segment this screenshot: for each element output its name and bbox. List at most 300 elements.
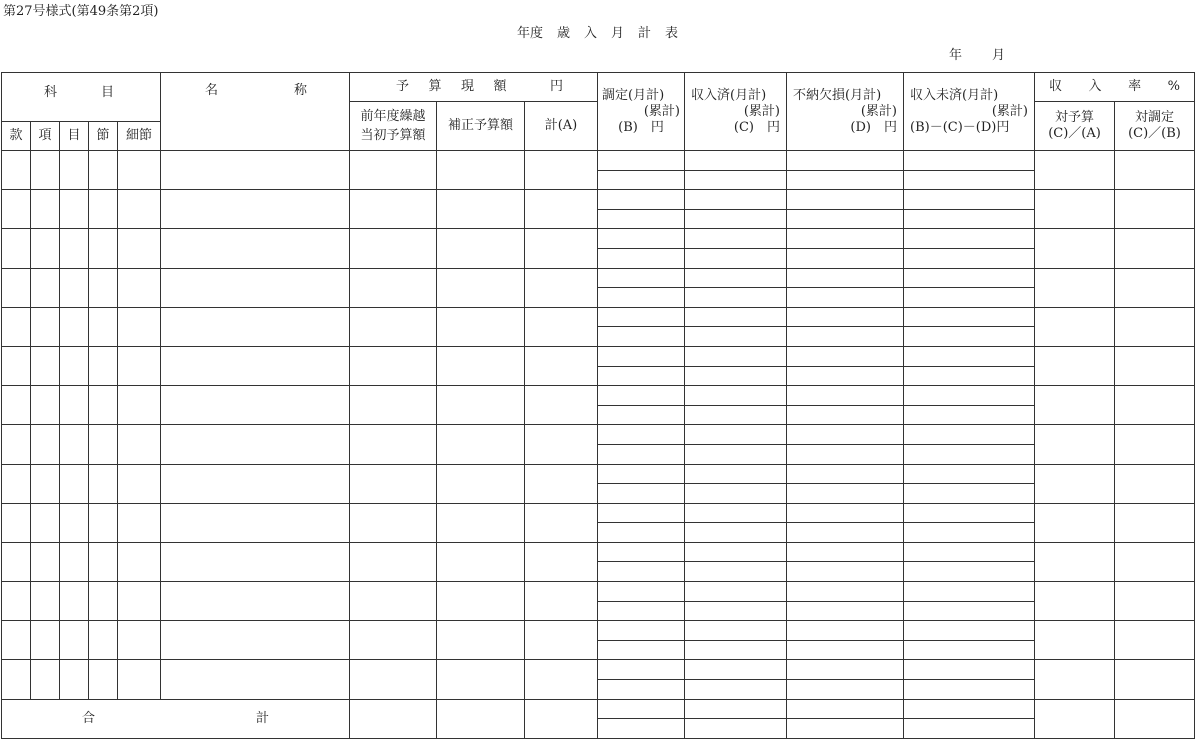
prior-line1: 前年度繰越 (360, 109, 426, 124)
supplementary-budget-cell[interactable] (437, 464, 525, 503)
budget-total-cell[interactable] (525, 582, 598, 621)
subject-setsu-cell[interactable] (89, 268, 118, 307)
rate-vs-budget-cell[interactable] (1035, 582, 1115, 621)
deficit-cumulative-cell[interactable] (787, 484, 904, 504)
supplementary-budget-cell[interactable] (437, 542, 525, 581)
supplementary-budget-cell[interactable] (437, 190, 525, 229)
supplementary-budget-cell[interactable] (437, 425, 525, 464)
uncollected-cumulative-cell[interactable] (904, 444, 1035, 464)
received-monthly-cell[interactable] (685, 582, 787, 602)
rate-vs-budget-cell[interactable] (1035, 151, 1115, 190)
received-monthly-cell[interactable] (685, 425, 787, 445)
subject-moku-cell[interactable] (60, 346, 89, 385)
uncollected-cumulative-cell[interactable] (904, 601, 1035, 621)
uncollected-cumulative-cell[interactable] (904, 484, 1035, 504)
subject-moku-cell[interactable] (60, 386, 89, 425)
adjusted-line1: 調定(月計) (602, 87, 665, 103)
received-cumulative-cell[interactable] (685, 170, 787, 190)
subject-moku-cell[interactable] (60, 268, 89, 307)
subject-setsu-cell[interactable] (89, 307, 118, 346)
prior-budget-cell[interactable] (350, 268, 437, 307)
rate-vs-adjusted-cell[interactable] (1115, 190, 1195, 229)
subject-saisetsu-cell[interactable] (118, 346, 161, 385)
uncollected-cumulative-cell[interactable] (904, 680, 1035, 700)
subject-saisetsu-cell[interactable] (118, 464, 161, 503)
deficit-cumulative-cell[interactable] (787, 562, 904, 582)
deficit-cumulative-cell[interactable] (787, 601, 904, 621)
rate-vs-adjusted-cell[interactable] (1115, 229, 1195, 268)
received-monthly-cell[interactable] (685, 464, 787, 484)
received-monthly-cell[interactable] (685, 660, 787, 680)
name-cell[interactable] (161, 346, 350, 385)
prior-budget-cell[interactable] (350, 542, 437, 581)
deficit-monthly-cell[interactable] (787, 582, 904, 602)
uncollected-monthly-cell[interactable] (904, 582, 1035, 602)
total-budget-cell[interactable] (525, 699, 598, 738)
adjusted-monthly-cell[interactable] (598, 229, 685, 249)
subject-moku-cell[interactable] (60, 229, 89, 268)
subject-kou-cell[interactable] (31, 229, 60, 268)
uncollected-monthly-cell[interactable] (904, 660, 1035, 680)
subject-moku-cell[interactable] (60, 503, 89, 542)
deficit-monthly-cell[interactable] (787, 190, 904, 210)
received-monthly-cell[interactable] (685, 190, 787, 210)
uncollected-monthly-cell[interactable] (904, 229, 1035, 249)
uncollected-cumulative-cell[interactable] (904, 327, 1035, 347)
total-adjusted-monthly-cell[interactable] (598, 699, 685, 719)
table-row (2, 386, 1195, 406)
subject-saisetsu-header: 細節 (118, 122, 161, 151)
uncollected-cumulative-cell[interactable] (904, 366, 1035, 386)
rate-vs-budget-cell[interactable] (1035, 542, 1115, 581)
uncollected-cumulative-cell[interactable] (904, 640, 1035, 660)
adjusted-cumulative-cell[interactable] (598, 680, 685, 700)
deficit-line3: (D) 円 (850, 119, 897, 135)
subject-kan-cell[interactable] (2, 660, 31, 699)
adjusted-cumulative-cell[interactable] (598, 523, 685, 543)
subject-kan-cell[interactable] (2, 229, 31, 268)
deficit-cumulative-cell[interactable] (787, 366, 904, 386)
deficit-monthly-cell[interactable] (787, 621, 904, 641)
rate-vs-adjusted-cell[interactable] (1115, 268, 1195, 307)
rate-vs-adjusted-cell[interactable] (1115, 386, 1195, 425)
subject-kou-cell[interactable] (31, 151, 60, 190)
name-cell[interactable] (161, 307, 350, 346)
subject-moku-cell[interactable] (60, 151, 89, 190)
deficit-monthly-cell[interactable] (787, 229, 904, 249)
name-cell[interactable] (161, 425, 350, 464)
subject-moku-cell[interactable] (60, 582, 89, 621)
deficit-cumulative-cell[interactable] (787, 209, 904, 229)
adjusted-cumulative-cell[interactable] (598, 366, 685, 386)
supplementary-budget-cell[interactable] (437, 229, 525, 268)
rate-vs-budget-cell[interactable] (1035, 229, 1115, 268)
subject-saisetsu-cell[interactable] (118, 151, 161, 190)
subject-kan-cell[interactable] (2, 464, 31, 503)
subject-moku-cell[interactable] (60, 307, 89, 346)
received-cumulative-cell[interactable] (685, 562, 787, 582)
total-received-monthly-cell[interactable] (685, 699, 787, 719)
received-cumulative-cell[interactable] (685, 484, 787, 504)
name-cell[interactable] (161, 268, 350, 307)
subject-kou-cell[interactable] (31, 190, 60, 229)
adjusted-cumulative-cell[interactable] (598, 601, 685, 621)
subject-saisetsu-cell[interactable] (118, 386, 161, 425)
rate-vs-budget-cell[interactable] (1035, 425, 1115, 464)
uncollected-cumulative-cell[interactable] (904, 209, 1035, 229)
adjusted-monthly-cell[interactable] (598, 190, 685, 210)
table-row (2, 425, 1195, 445)
subject-setsu-cell[interactable] (89, 425, 118, 464)
received-monthly-cell[interactable] (685, 503, 787, 523)
subject-saisetsu-cell[interactable] (118, 542, 161, 581)
budget-char: 額 (493, 79, 507, 94)
deficit-cumulative-cell[interactable] (787, 523, 904, 543)
adjusted-monthly-cell[interactable] (598, 660, 685, 680)
budget-total-cell[interactable] (525, 151, 598, 190)
table-row (2, 621, 1195, 641)
supplementary-budget-cell[interactable] (437, 621, 525, 660)
uncollected-cumulative-cell[interactable] (904, 288, 1035, 308)
deficit-cumulative-cell[interactable] (787, 444, 904, 464)
received-monthly-cell[interactable] (685, 542, 787, 562)
uncollected-monthly-cell[interactable] (904, 346, 1035, 366)
subject-kan-cell[interactable] (2, 621, 31, 660)
uncollected-cumulative-cell[interactable] (904, 170, 1035, 190)
prior-budget-cell[interactable] (350, 660, 437, 699)
budget-total-cell[interactable] (525, 621, 598, 660)
budget-total-cell[interactable] (525, 542, 598, 581)
rate-vs-adjusted-cell[interactable] (1115, 542, 1195, 581)
name-cell[interactable] (161, 621, 350, 660)
subject-moku-cell[interactable] (60, 425, 89, 464)
subject-kan-cell[interactable] (2, 190, 31, 229)
supplementary-budget-cell[interactable] (437, 268, 525, 307)
adjusted-monthly-cell[interactable] (598, 425, 685, 445)
subject-saisetsu-cell[interactable] (118, 307, 161, 346)
total-prior-budget-cell[interactable] (350, 699, 437, 738)
received-cumulative-cell[interactable] (685, 601, 787, 621)
received-monthly-cell[interactable] (685, 151, 787, 171)
deficit-monthly-cell[interactable] (787, 268, 904, 288)
subject-saisetsu-cell[interactable] (118, 660, 161, 699)
prior-budget-cell[interactable] (350, 425, 437, 464)
subject-saisetsu-cell[interactable] (118, 229, 161, 268)
rate-vs-budget-cell[interactable] (1035, 190, 1115, 229)
rate-char: 率 (1128, 79, 1142, 94)
name-cell[interactable] (161, 229, 350, 268)
subject-saisetsu-cell[interactable] (118, 621, 161, 660)
uncollected-monthly-cell[interactable] (904, 621, 1035, 641)
uncollected-monthly-cell[interactable] (904, 425, 1035, 445)
deficit-monthly-cell[interactable] (787, 425, 904, 445)
uncollected-monthly-cell[interactable] (904, 464, 1035, 484)
prior-budget-cell[interactable] (350, 621, 437, 660)
adjusted-cumulative-cell[interactable] (598, 209, 685, 229)
prior-line2: 当初予算額 (360, 128, 426, 143)
prior-budget-cell[interactable] (350, 307, 437, 346)
budget-total-cell[interactable] (525, 307, 598, 346)
vs-adjusted-line2: (C)／(B) (1128, 126, 1181, 141)
supplementary-budget-cell[interactable] (437, 307, 525, 346)
budget-total-cell[interactable] (525, 346, 598, 385)
rate-vs-adjusted-cell[interactable] (1115, 660, 1195, 699)
name-cell[interactable] (161, 464, 350, 503)
subject-saisetsu-cell[interactable] (118, 268, 161, 307)
adjusted-cumulative-cell[interactable] (598, 444, 685, 464)
subject-kou-cell[interactable] (31, 582, 60, 621)
subject-saisetsu-cell[interactable] (118, 425, 161, 464)
rate-vs-budget-cell[interactable] (1035, 386, 1115, 425)
subject-moku-cell[interactable] (60, 464, 89, 503)
adjusted-cumulative-cell[interactable] (598, 327, 685, 347)
budget-total-cell[interactable] (525, 229, 598, 268)
rate-vs-budget-cell[interactable] (1035, 307, 1115, 346)
form-number: 第27号様式(第49条第2項) (3, 4, 159, 19)
name-cell[interactable] (161, 542, 350, 581)
deficit-cumulative-cell[interactable] (787, 170, 904, 190)
prior-budget-cell[interactable] (350, 151, 437, 190)
deficit-monthly-cell[interactable] (787, 660, 904, 680)
total-char: 合 (82, 710, 96, 726)
rate-vs-adjusted-cell[interactable] (1115, 307, 1195, 346)
subject-setsu-cell[interactable] (89, 190, 118, 229)
total-adjusted-cumulative-cell[interactable] (598, 719, 685, 739)
subject-kan-cell[interactable] (2, 268, 31, 307)
subject-setsu-cell[interactable] (89, 542, 118, 581)
uncollected-monthly-cell[interactable] (904, 386, 1035, 406)
adjusted-monthly-cell[interactable] (598, 151, 685, 171)
adjusted-monthly-cell[interactable] (598, 307, 685, 327)
uncollected-monthly-cell[interactable] (904, 190, 1035, 210)
subject-setsu-cell[interactable] (89, 464, 118, 503)
total-deficit-monthly-cell[interactable] (787, 699, 904, 719)
adjusted-cumulative-cell[interactable] (598, 248, 685, 268)
prior-budget-cell[interactable] (350, 346, 437, 385)
subject-kan-cell[interactable] (2, 582, 31, 621)
rate-vs-budget-cell[interactable] (1035, 464, 1115, 503)
adjusted-monthly-cell[interactable] (598, 503, 685, 523)
name-char: 名 (205, 82, 219, 98)
budget-total-cell[interactable] (525, 190, 598, 229)
total-received-cumulative-cell[interactable] (685, 719, 787, 739)
total-deficit-cumulative-cell[interactable] (787, 719, 904, 739)
prior-budget-cell[interactable] (350, 582, 437, 621)
adjusted-cumulative-cell[interactable] (598, 640, 685, 660)
table-row (2, 190, 1195, 210)
subject-kan-cell[interactable] (2, 503, 31, 542)
total-uncollected-cumulative-cell[interactable] (904, 719, 1035, 739)
budget-total-cell[interactable] (525, 386, 598, 425)
adjusted-cumulative-cell[interactable] (598, 484, 685, 504)
rate-header (1035, 73, 1195, 102)
received-monthly-cell[interactable] (685, 386, 787, 406)
received-cumulative-cell[interactable] (685, 288, 787, 308)
uncollected-monthly-cell[interactable] (904, 151, 1035, 171)
deficit-cumulative-cell[interactable] (787, 680, 904, 700)
uncollected-cumulative-cell[interactable] (904, 562, 1035, 582)
prior-budget-cell[interactable] (350, 229, 437, 268)
subject-kou-cell[interactable] (31, 268, 60, 307)
subject-setsu-cell[interactable] (89, 346, 118, 385)
name-cell[interactable] (161, 582, 350, 621)
subject-setsu-cell[interactable] (89, 503, 118, 542)
subject-setsu-cell[interactable] (89, 621, 118, 660)
subject-kan-cell[interactable] (2, 307, 31, 346)
rate-vs-budget-cell[interactable] (1035, 503, 1115, 542)
received-cumulative-cell[interactable] (685, 523, 787, 543)
rate-vs-adjusted-cell[interactable] (1115, 151, 1195, 190)
subject-kan-cell[interactable] (2, 386, 31, 425)
supplementary-budget-cell[interactable] (437, 386, 525, 425)
prior-budget-cell[interactable] (350, 464, 437, 503)
subject-moku-cell[interactable] (60, 542, 89, 581)
deficit-header (787, 73, 904, 151)
budget-total-cell[interactable] (525, 464, 598, 503)
received-monthly-cell[interactable] (685, 621, 787, 641)
deficit-cumulative-cell[interactable] (787, 248, 904, 268)
rate-vs-adjusted-cell[interactable] (1115, 346, 1195, 385)
subject-kan-cell[interactable] (2, 542, 31, 581)
name-cell[interactable] (161, 503, 350, 542)
subject-kou-cell[interactable] (31, 307, 60, 346)
rate-vs-adjusted-cell[interactable] (1115, 425, 1195, 464)
subject-moku-cell[interactable] (60, 621, 89, 660)
uncollected-monthly-cell[interactable] (904, 503, 1035, 523)
rate-vs-budget-cell[interactable] (1035, 346, 1115, 385)
budget-total-cell[interactable] (525, 425, 598, 464)
subject-moku-cell[interactable] (60, 190, 89, 229)
supplementary-budget-cell[interactable] (437, 582, 525, 621)
received-cumulative-cell[interactable] (685, 366, 787, 386)
deficit-monthly-cell[interactable] (787, 151, 904, 171)
deficit-cumulative-cell[interactable] (787, 640, 904, 660)
deficit-monthly-cell[interactable] (787, 503, 904, 523)
subject-moku-cell[interactable] (60, 660, 89, 699)
year-label: 年 (949, 48, 963, 63)
deficit-cumulative-cell[interactable] (787, 405, 904, 425)
total-uncollected-monthly-cell[interactable] (904, 699, 1035, 719)
budget-total-cell[interactable] (525, 503, 598, 542)
uncollected-cumulative-cell[interactable] (904, 523, 1035, 543)
received-monthly-cell[interactable] (685, 307, 787, 327)
adjusted-monthly-cell[interactable] (598, 346, 685, 366)
total-supplementary-budget-cell[interactable] (437, 699, 525, 738)
adjusted-monthly-cell[interactable] (598, 621, 685, 641)
subject-kan-cell[interactable] (2, 151, 31, 190)
subject-setsu-cell[interactable] (89, 229, 118, 268)
adjusted-cumulative-cell[interactable] (598, 288, 685, 308)
supplementary-budget-cell[interactable] (437, 151, 525, 190)
received-cumulative-cell[interactable] (685, 209, 787, 229)
adjusted-monthly-cell[interactable] (598, 542, 685, 562)
received-cumulative-cell[interactable] (685, 444, 787, 464)
total-rate-vs-adjusted-cell[interactable] (1115, 699, 1195, 738)
subject-saisetsu-cell[interactable] (118, 190, 161, 229)
adjusted-cumulative-cell[interactable] (598, 405, 685, 425)
rate-vs-budget-cell[interactable] (1035, 268, 1115, 307)
subject-kou-cell[interactable] (31, 503, 60, 542)
deficit-monthly-cell[interactable] (787, 386, 904, 406)
deficit-monthly-cell[interactable] (787, 346, 904, 366)
subject-setsu-cell[interactable] (89, 582, 118, 621)
received-monthly-cell[interactable] (685, 268, 787, 288)
prior-budget-cell[interactable] (350, 190, 437, 229)
adjusted-monthly-cell[interactable] (598, 464, 685, 484)
subject-saisetsu-cell[interactable] (118, 503, 161, 542)
uncollected-monthly-cell[interactable] (904, 268, 1035, 288)
received-cumulative-cell[interactable] (685, 640, 787, 660)
adjusted-cumulative-cell[interactable] (598, 562, 685, 582)
rate-vs-adjusted-cell[interactable] (1115, 503, 1195, 542)
adjusted-monthly-cell[interactable] (598, 268, 685, 288)
subject-kan-cell[interactable] (2, 425, 31, 464)
deficit-cumulative-cell[interactable] (787, 327, 904, 347)
received-cumulative-cell[interactable] (685, 680, 787, 700)
name-cell[interactable] (161, 660, 350, 699)
rate-vs-budget-cell[interactable] (1035, 621, 1115, 660)
subject-kou-cell[interactable] (31, 425, 60, 464)
uncollected-monthly-cell[interactable] (904, 542, 1035, 562)
name-cell[interactable] (161, 190, 350, 229)
subject-kou-cell[interactable] (31, 346, 60, 385)
supplementary-budget-cell[interactable] (437, 503, 525, 542)
rate-vs-budget-cell[interactable] (1035, 660, 1115, 699)
uncollected-monthly-cell[interactable] (904, 307, 1035, 327)
rate-vs-adjusted-cell[interactable] (1115, 464, 1195, 503)
deficit-monthly-cell[interactable] (787, 464, 904, 484)
subject-setsu-cell[interactable] (89, 660, 118, 699)
subject-kou-cell[interactable] (31, 386, 60, 425)
received-cumulative-cell[interactable] (685, 405, 787, 425)
adjusted-cumulative-cell[interactable] (598, 170, 685, 190)
subject-setsu-cell[interactable] (89, 151, 118, 190)
subject-setsu-cell[interactable] (89, 386, 118, 425)
subject-kan-cell[interactable] (2, 346, 31, 385)
rate-vs-adjusted-cell[interactable] (1115, 621, 1195, 660)
deficit-cumulative-cell[interactable] (787, 288, 904, 308)
supplementary-budget-cell[interactable] (437, 346, 525, 385)
subject-kou-cell[interactable] (31, 621, 60, 660)
uncollected-cumulative-cell[interactable] (904, 405, 1035, 425)
subject-kou-cell[interactable] (31, 542, 60, 581)
supplementary-budget-cell[interactable] (437, 660, 525, 699)
prior-budget-cell[interactable] (350, 386, 437, 425)
received-monthly-cell[interactable] (685, 229, 787, 249)
rate-vs-adjusted-cell[interactable] (1115, 582, 1195, 621)
received-cumulative-cell[interactable] (685, 327, 787, 347)
name-cell[interactable] (161, 151, 350, 190)
subject-kou-cell[interactable] (31, 660, 60, 699)
deficit-monthly-cell[interactable] (787, 542, 904, 562)
received-cumulative-cell[interactable] (685, 248, 787, 268)
total-rate-vs-budget-cell[interactable] (1035, 699, 1115, 738)
deficit-monthly-cell[interactable] (787, 307, 904, 327)
subject-saisetsu-cell[interactable] (118, 582, 161, 621)
name-cell[interactable] (161, 386, 350, 425)
subject-kou-cell[interactable] (31, 464, 60, 503)
prior-budget-cell[interactable] (350, 503, 437, 542)
adjusted-monthly-cell[interactable] (598, 386, 685, 406)
adjusted-monthly-cell[interactable] (598, 582, 685, 602)
budget-total-cell[interactable] (525, 268, 598, 307)
supplementary-budget-header: 補正予算額 (437, 102, 525, 151)
budget-char: 予 (396, 79, 410, 94)
received-monthly-cell[interactable] (685, 346, 787, 366)
uncollected-cumulative-cell[interactable] (904, 248, 1035, 268)
uncollected-header (904, 73, 1035, 151)
budget-total-cell[interactable] (525, 660, 598, 699)
